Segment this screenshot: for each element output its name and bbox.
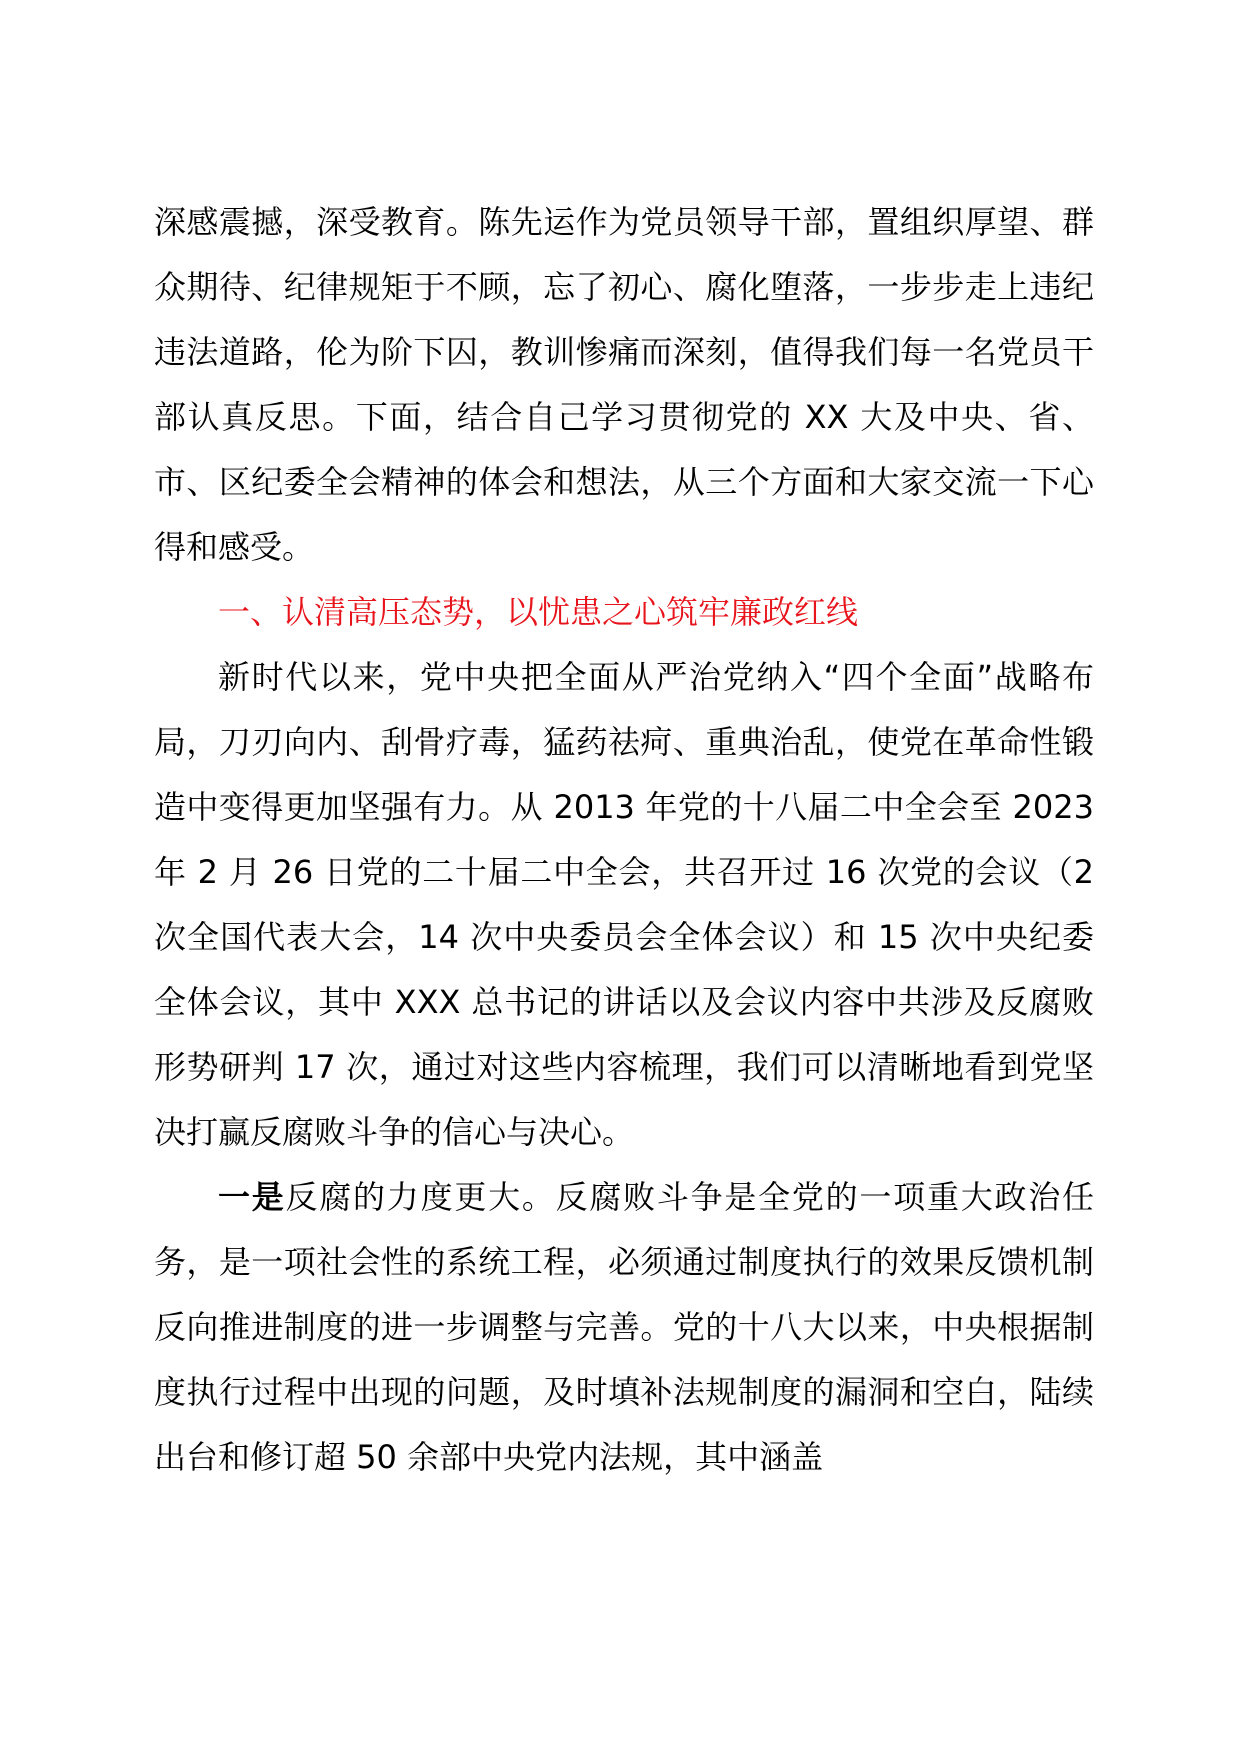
paragraph-3	[154, 1165, 1094, 1490]
section-heading-1: 一、认清高压态势，以忧患之心筑牢廉政红线	[218, 593, 859, 631]
paragraph-3-lead: 一是	[218, 1178, 286, 1216]
paragraph-3-body: 反腐的力度更大。反腐败斗争是全党的一项重大政治任务，是一项社会性的系统工程，必须通过制度执行的效果反馈机制反向推进制度的进一步调整与完善。党的十八大以来，中央根据制度执行过程中出现的问题，及时填补法规制度的漏洞和空白，陆续出台和修订超 50 余部中央党内法规，其中涵盖	[154, 1178, 1094, 1476]
document-body	[154, 190, 1094, 1490]
paragraph-continued: 深感震撼，深受教育。陈先运作为党员领导干部，置组织厚望、群众期待、纪律规矩于不顾，忘了初心、腐化堕落，一步步走上违纪违法道路，伦为阶下囚，教训惨痛而深刻，值得我们每一名党员干部认真反思。下面，结合自己学习贯彻党的 XX 大及中央、省、市、区纪委全会精神的体会和想法，从三个方面和大家交流一下心得和感受。	[154, 203, 1094, 566]
paragraph-2: 新时代以来，党中央把全面从严治党纳入“四个全面”战略布局，刀刃向内、刮骨疗毒，猛药祛疴、重典治乱，使党在革命性锻造中变得更加坚强有力。从 2013 年党的十八届二中全会至 2023 年 2 月 26 日党的二十届二中全会，共召开过 16 次党的会议（2 次全国代表大会，14 次中央委员会全体会议）和 15 次中央纪委全体会议，其中 XXX 总书记的讲话以及会议内容中共涉及反腐败形势研判 17 次，通过对这些内容梳理，我们可以清晰地看到党坚决打赢反腐败斗争的信心与决心。	[154, 658, 1094, 1151]
